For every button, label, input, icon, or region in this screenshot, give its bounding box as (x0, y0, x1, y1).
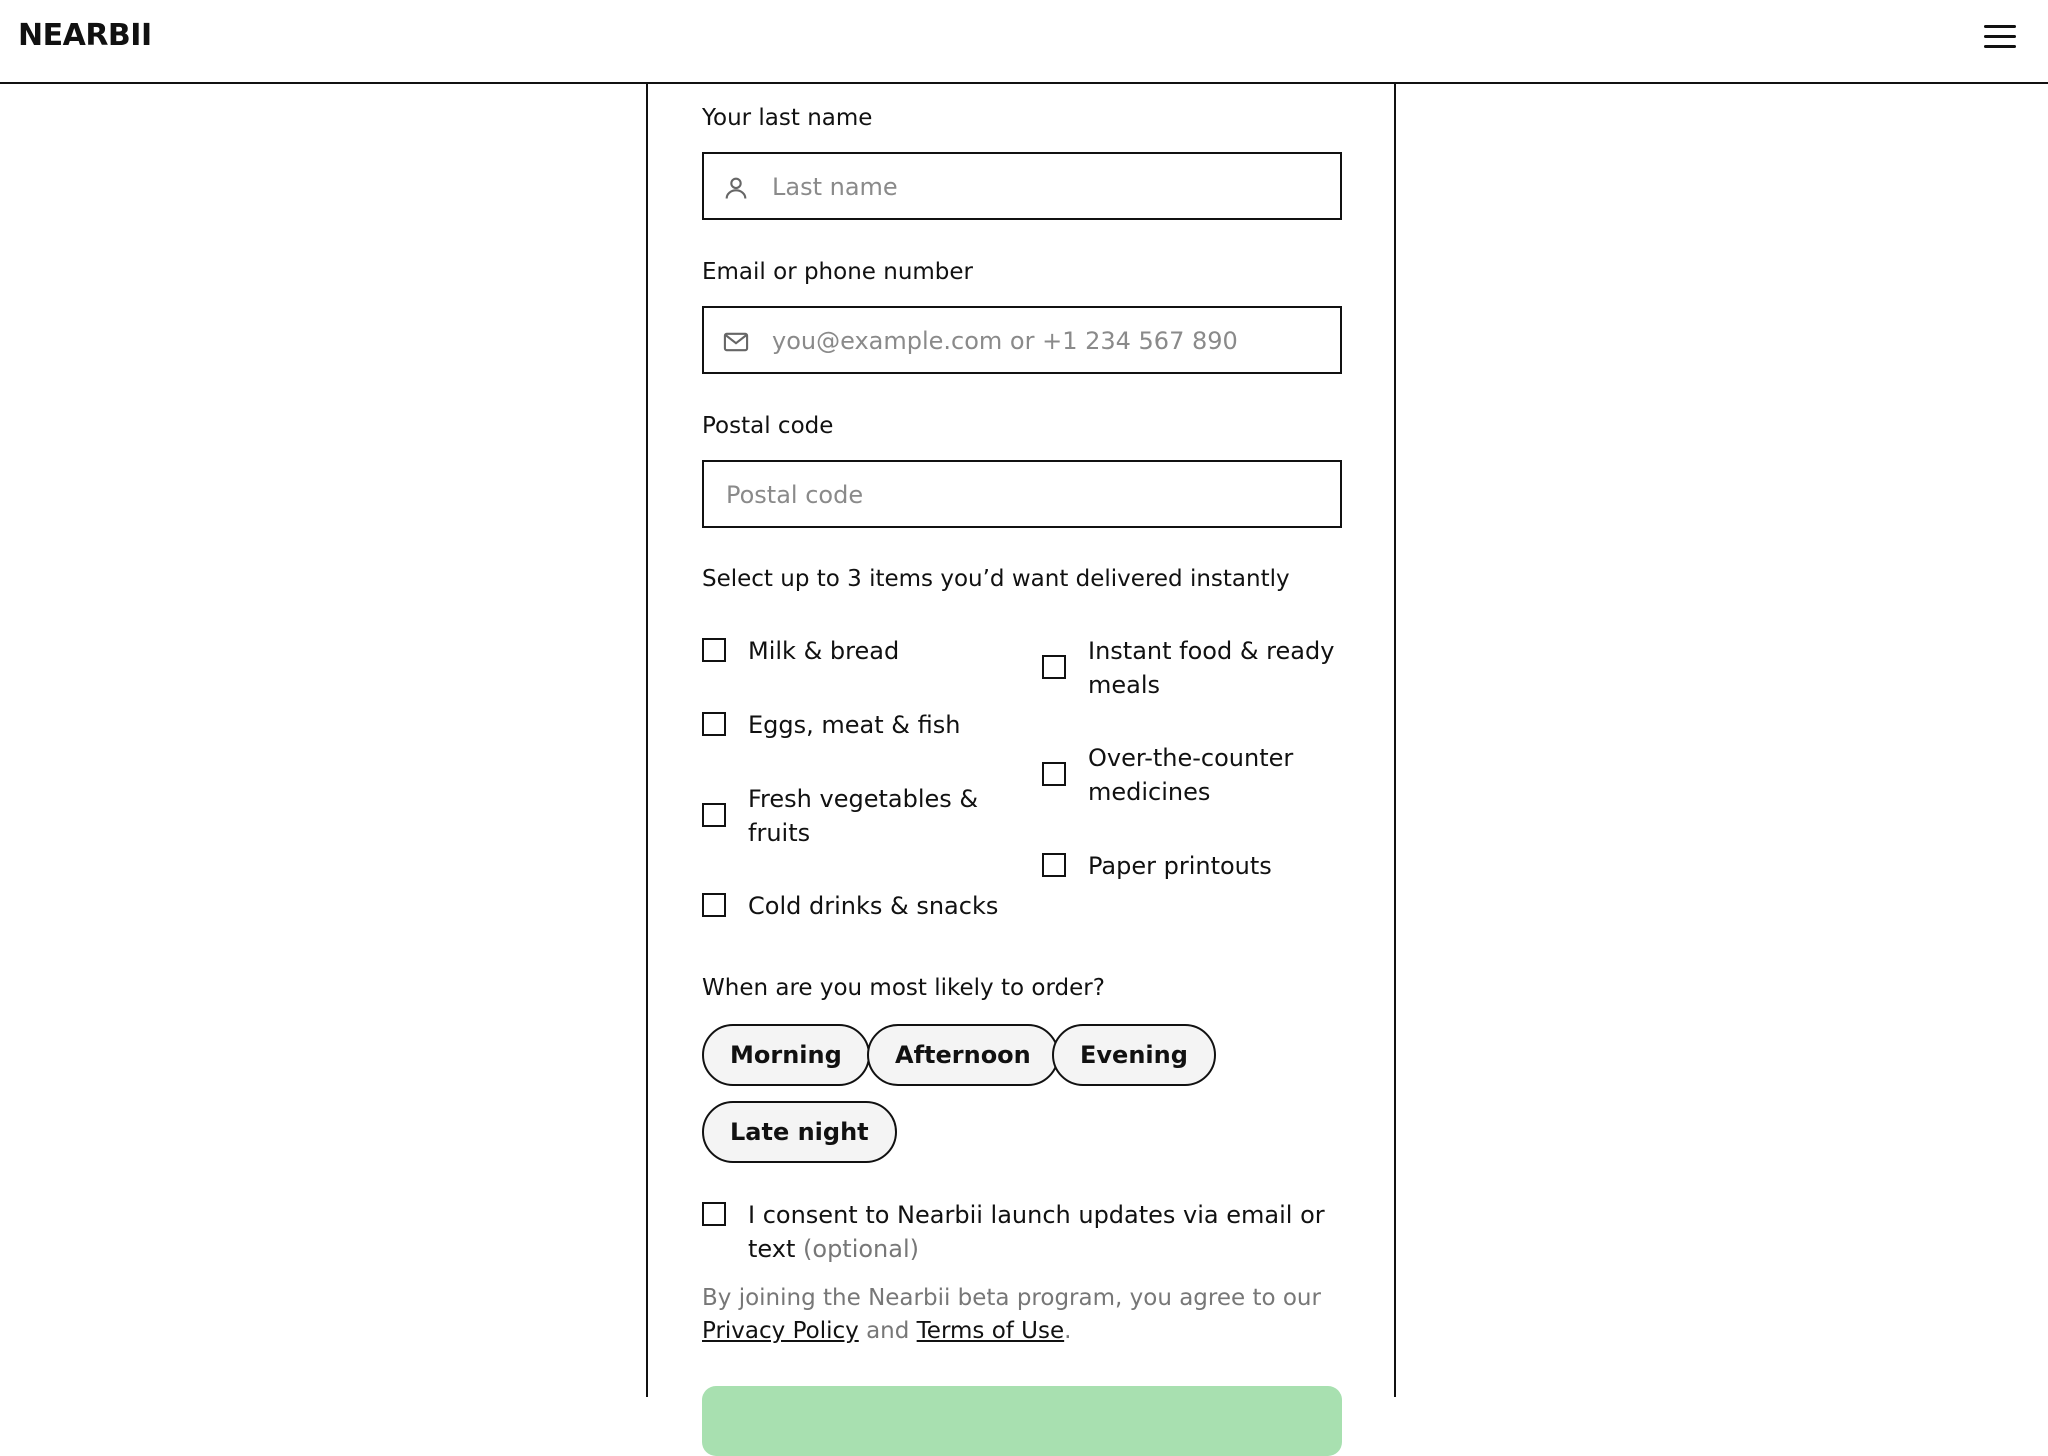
hamburger-menu-icon[interactable] (1984, 22, 2018, 52)
nearbii-logo[interactable]: NEARBII (18, 18, 152, 53)
contact-label: Email or phone number (702, 259, 974, 285)
last-name-input[interactable] (770, 154, 1334, 220)
terms-of-use-link[interactable]: Terms of Use (916, 1318, 1065, 1344)
timing-question: When are you most likely to order? (702, 975, 1105, 1001)
mail-icon (722, 328, 750, 356)
consent-checkbox[interactable] (702, 1202, 726, 1226)
item-option-paper-printouts[interactable]: Paper printouts (1042, 849, 1342, 883)
checkbox[interactable] (1042, 655, 1066, 679)
time-chip-morning[interactable]: Morning (702, 1024, 870, 1086)
consent-option[interactable] (702, 1198, 1342, 1266)
top-bar (0, 0, 2048, 84)
item-option-drinks-snacks[interactable]: Cold drinks & snacks (702, 889, 1002, 923)
postal-code-input[interactable] (724, 462, 1288, 528)
privacy-policy-link[interactable]: Privacy Policy (702, 1318, 859, 1344)
item-option-milk-bread[interactable]: Milk & bread (702, 634, 1002, 668)
signup-form (646, 84, 1396, 1397)
item-option-vegetables-fruits[interactable]: Fresh vegetables & fruits (702, 782, 1002, 850)
checkbox[interactable] (1042, 853, 1066, 877)
person-icon (722, 174, 750, 202)
checkbox[interactable] (702, 803, 726, 827)
checkbox[interactable] (702, 893, 726, 917)
time-chip-afternoon[interactable]: Afternoon (867, 1024, 1059, 1086)
last-name-field[interactable] (702, 152, 1342, 220)
last-name-label: Your last name (702, 105, 873, 131)
contact-input[interactable] (770, 308, 1334, 374)
legal-notice: By joining the Nearbii beta program, you agree to our Privacy Policy and Terms of Use. (702, 1285, 1321, 1344)
checkbox[interactable] (702, 638, 726, 662)
time-chip-late-night[interactable]: Late night (702, 1101, 897, 1163)
items-question: Select up to 3 items you’d want delivered instantly (702, 566, 1290, 592)
item-option-otc-medicines[interactable]: Over-the-counter medicines (1042, 741, 1342, 809)
checkbox[interactable] (1042, 762, 1066, 786)
consent-text: I consent to Nearbii launch updates via email or text (748, 1201, 1325, 1263)
postal-code-label: Postal code (702, 413, 834, 439)
checkbox[interactable] (702, 712, 726, 736)
postal-code-field[interactable] (702, 460, 1342, 528)
item-option-eggs-meat-fish[interactable]: Eggs, meat & fish (702, 708, 1002, 742)
time-chip-evening[interactable]: Evening (1052, 1024, 1216, 1086)
item-option-instant-food[interactable]: Instant food & ready meals (1042, 634, 1342, 702)
consent-optional: (optional) (803, 1235, 920, 1263)
contact-field[interactable] (702, 306, 1342, 374)
